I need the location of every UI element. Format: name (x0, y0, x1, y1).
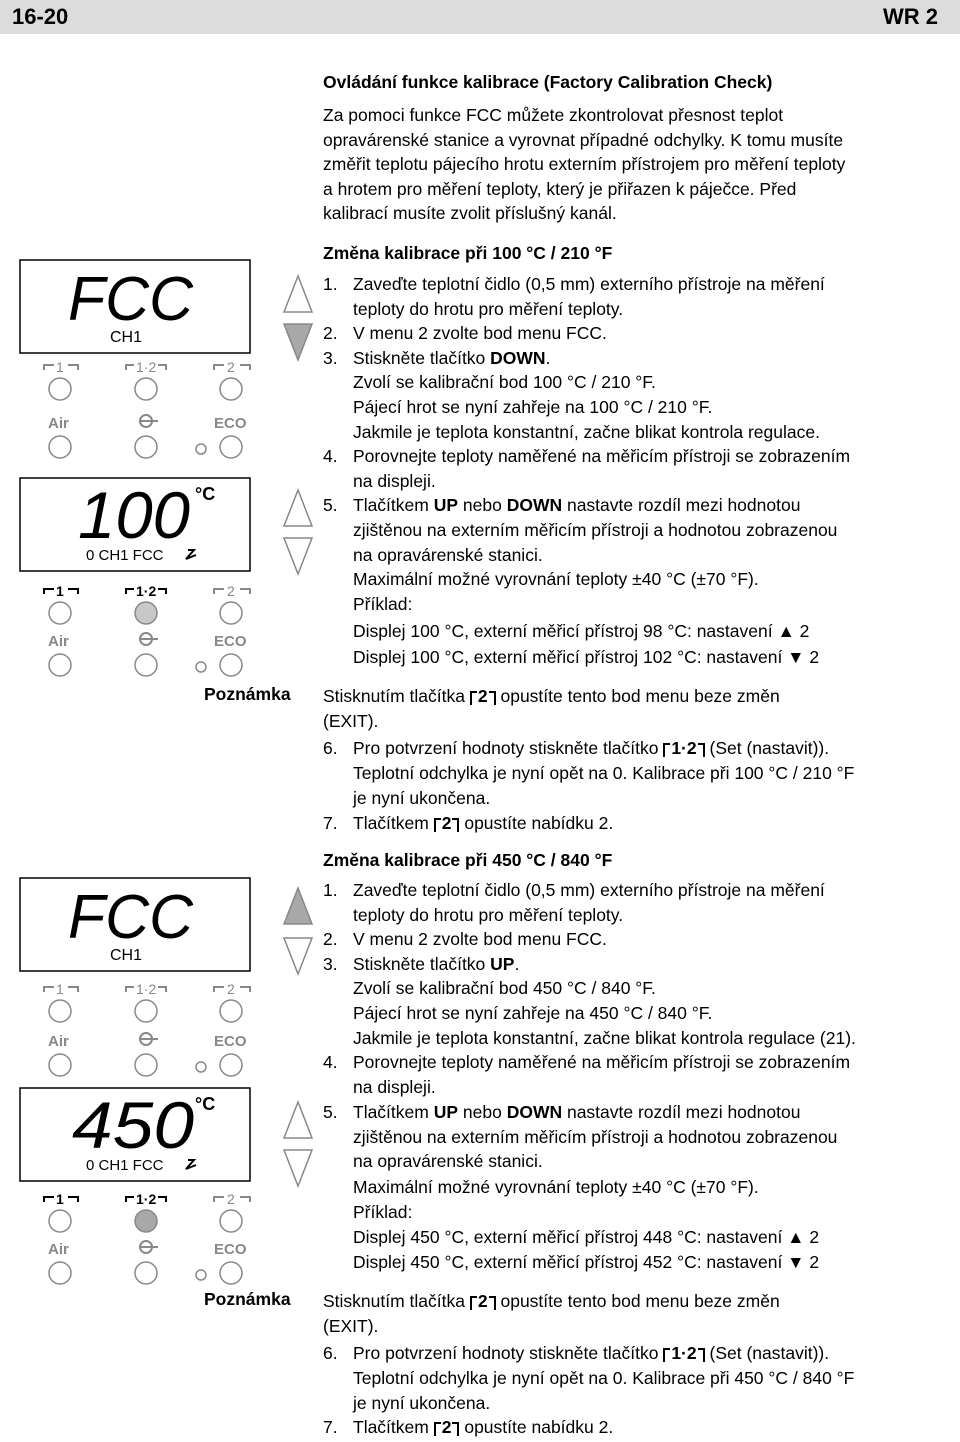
celsius-unit: °C (195, 484, 216, 504)
down-arrow-icon[interactable] (284, 324, 312, 360)
station-panel-fcc-100 (0, 250, 320, 465)
example-line: Displej 100 °C, externí měřicí přístroj 102 °C: nastavení ▼ 2 (353, 647, 820, 667)
svg-text:2: 2 (227, 1191, 235, 1207)
step-text: Tlačítkem 2 opustíte nabídku 2. (353, 1415, 613, 1440)
step-text: Pro potvrzení hodnoty stiskněte tlačítko 1·2 (Set (nastavit)). (353, 1341, 829, 1366)
step-text: V menu 2 zvolte bod menu FCC. (353, 929, 607, 950)
example-line: Displej 450 °C, externí měřicí přístroj 452 °C: nastavení ▼ 2 (353, 1252, 820, 1272)
button-2-key (220, 602, 242, 624)
down-arrow-icon[interactable] (284, 538, 312, 574)
step-number: 4. (323, 1052, 338, 1073)
step-text: zjištěnou na externím měřicím přístroji a hodnotou zobrazenou (353, 1126, 838, 1147)
svg-text:1·2: 1·2 (136, 583, 157, 599)
step-text: Porovnejte teploty naměřené na měřicím přístroji se zobrazením (353, 446, 851, 467)
step-text: je nyní ukončena. (353, 1392, 491, 1413)
step-text: Zvolí se kalibrační bod 450 °C / 840 °F. (353, 978, 656, 999)
up-arrow-icon[interactable] (284, 888, 312, 924)
air-icon: Air (48, 415, 69, 432)
plug-icon (140, 633, 158, 645)
step-text: Tlačítkem UP nebo DOWN nastavte rozdíl mezi hodnotou (353, 1102, 801, 1122)
button-1-key (49, 602, 71, 624)
step-text: Stiskněte tlačítko UP. (353, 953, 520, 974)
up-arrow-icon[interactable] (284, 1102, 312, 1138)
air-icon: Air (48, 1241, 69, 1258)
svg-text:2: 2 (227, 981, 235, 997)
page-number: 16-20 (12, 4, 69, 29)
step-text: Příklad: (353, 593, 413, 614)
button-12-label: 1·2 (665, 736, 702, 761)
button-12-key (135, 1000, 157, 1022)
section-title: Změna kalibrace při 100 °C / 210 °F (323, 243, 613, 263)
button-2[interactable] (214, 981, 250, 997)
step-number: 3. (323, 953, 338, 974)
key-name: DOWN (490, 347, 546, 368)
step-text: na opravárenské stanici. (353, 1151, 543, 1172)
button-2-key (220, 1210, 242, 1232)
step-text: V menu 2 zvolte bod menu FCC. (353, 323, 607, 344)
air-button[interactable] (49, 1054, 71, 1076)
step-text: je nyní ukončena. (353, 787, 491, 808)
up-arrow-icon[interactable] (284, 490, 312, 526)
intro-line: kalibrací musíte zvolit příslušný kanál. (323, 203, 617, 224)
eco-icon: ECO (214, 1033, 247, 1050)
button-1-key (49, 1210, 71, 1232)
eco-icon: ECO (214, 415, 247, 432)
air-icon: Air (48, 1033, 69, 1050)
button-2[interactable] (214, 583, 250, 599)
button-12[interactable] (126, 359, 166, 375)
eco-led (196, 1062, 206, 1072)
lcd-status-text: 0 CH1 FCC (86, 547, 164, 564)
button-1[interactable] (44, 981, 78, 997)
down-arrow-icon[interactable] (284, 938, 312, 974)
button-12[interactable] (126, 1191, 166, 1207)
button-1[interactable] (44, 1191, 78, 1207)
step-text: zjištěnou na externím měřicím přístroji a hodnotou zobrazenou (353, 520, 838, 540)
svg-text:1·2: 1·2 (136, 1191, 157, 1207)
vacuum-button[interactable] (135, 436, 157, 458)
button-12-key (135, 1210, 157, 1232)
step-text: Pájecí hrot se nyní zahřeje na 100 °C / 210 °F. (353, 397, 713, 417)
air-icon: Air (48, 633, 69, 650)
step-number: 6. (323, 738, 338, 758)
button-2-label: 2 (436, 811, 458, 836)
air-button[interactable] (49, 436, 71, 458)
lcd-temperature: 450 (72, 1088, 195, 1162)
station-panel-100c (0, 468, 320, 683)
eco-icon: ECO (214, 633, 247, 650)
plug-icon (140, 1033, 158, 1045)
station-panel-450c (0, 1082, 320, 1297)
example-line: Displej 450 °C, externí měřicí přístroj 448 °C: nastavení ▲ 2 (353, 1227, 820, 1247)
step-number: 4. (323, 446, 338, 467)
lcd-channel-text: CH1 (110, 329, 143, 346)
air-button[interactable] (49, 654, 71, 676)
svg-text:1: 1 (56, 981, 64, 997)
note-label: Poznámka (204, 684, 291, 704)
step-number: 5. (323, 1102, 338, 1122)
lcd-status-text: 0 CH1 FCC (86, 1157, 164, 1174)
note-text: (EXIT). (323, 1315, 379, 1336)
step-number: 5. (323, 495, 338, 516)
eco-button[interactable] (220, 654, 242, 676)
svg-text:1·2: 1·2 (136, 981, 157, 997)
step-text: Jakmile je teplota konstantní, začne blikat kontrola regulace (21). (353, 1027, 856, 1048)
step-text: teploty do hrotu pro měření teploty. (353, 298, 624, 319)
intro-title: Ovládání funkce kalibrace (Factory Calibration Check) (323, 72, 773, 92)
button-2-label: 2 (472, 684, 494, 709)
eco-led (196, 1270, 206, 1280)
step-text: Pájecí hrot se nyní zahřeje na 450 °C / 840 °F. (353, 1003, 713, 1023)
step-text: Porovnejte teploty naměřené na měřicím přístroji se zobrazením (353, 1052, 851, 1073)
button-2[interactable] (214, 359, 250, 375)
step-number: 2. (323, 323, 338, 344)
vacuum-button[interactable] (135, 1054, 157, 1076)
button-2[interactable] (214, 1191, 250, 1207)
vacuum-button[interactable] (135, 1262, 157, 1284)
note-label: Poznámka (204, 1289, 291, 1309)
step-number: 1. (323, 880, 338, 900)
step-text: Příklad: (353, 1201, 413, 1222)
svg-text:1·2: 1·2 (136, 359, 157, 375)
svg-text:1: 1 (56, 583, 64, 599)
step-number: 1. (323, 274, 338, 294)
button-12-key (135, 378, 157, 400)
button-1[interactable] (44, 583, 78, 599)
note-text: Stisknutím tlačítka 2 opustíte tento bod menu beze změn (323, 684, 780, 709)
button-2-key (220, 1000, 242, 1022)
down-arrow-icon[interactable] (284, 1150, 312, 1186)
lcd-main-text: FCC (68, 265, 195, 334)
step-number: 7. (323, 1417, 338, 1437)
intro-line: změřit teplotu pájecího hrotu externím přístrojem pro měření teploty (323, 154, 846, 175)
step-text: teploty do hrotu pro měření teploty. (353, 904, 624, 925)
step-text: Jakmile je teplota konstantní, začne blikat kontrola regulace. (353, 421, 820, 442)
svg-text:1: 1 (56, 1191, 64, 1207)
svg-text:1: 1 (56, 359, 64, 375)
eco-led (196, 444, 206, 454)
button-1-key (49, 378, 71, 400)
button-12[interactable] (126, 981, 166, 997)
eco-button[interactable] (220, 436, 242, 458)
lcd-channel-text: CH1 (110, 947, 143, 964)
step-text: Tlačítkem 2 opustíte nabídku 2. (353, 811, 613, 836)
up-arrow-icon[interactable] (284, 276, 312, 312)
button-1[interactable] (44, 359, 78, 375)
svg-text:2: 2 (227, 583, 235, 599)
button-1-key (49, 1000, 71, 1022)
note-text: Stisknutím tlačítka 2 opustíte tento bod menu beze změn (323, 1289, 780, 1314)
intro-line: Za pomoci funkce FCC můžete zkontrolovat přesnost teplot (323, 105, 784, 125)
button-12-key (135, 602, 157, 624)
intro-line: a hrotem pro měření teploty, který je přiřazen k páječce. Před (323, 178, 797, 199)
plug-icon (140, 415, 158, 427)
lcd-main-text: FCC (68, 883, 195, 952)
step-text: Tlačítkem UP nebo DOWN nastavte rozdíl mezi hodnotou (353, 495, 801, 516)
step-number: 3. (323, 347, 338, 368)
step-number: 6. (323, 1343, 338, 1363)
eco-led (196, 662, 206, 672)
page-header (0, 0, 960, 34)
step-text: na opravárenské stanici. (353, 544, 543, 565)
step-text: Maximální možné vyrovnání teploty ±40 °C (±70 °F). (353, 1177, 759, 1197)
step-number: 2. (323, 929, 338, 950)
button-12[interactable] (126, 583, 166, 599)
eco-button[interactable] (220, 1262, 242, 1284)
step-text: Zaveďte teplotní čidlo (0,5 mm) externího přístroje na měření (353, 274, 825, 294)
note-text: (EXIT). (323, 710, 379, 731)
intro-line: opravárenské stanice a vyrovnat případné odchylky. K tomu musíte (323, 129, 844, 150)
step-text: Maximální možné vyrovnání teploty ±40 °C (±70 °F). (353, 569, 759, 590)
svg-text:2: 2 (227, 359, 235, 375)
air-button[interactable] (49, 1262, 71, 1284)
example-line: Displej 100 °C, externí měřicí přístroj 98 °C: nastavení ▲ 2 (353, 621, 810, 641)
vacuum-button[interactable] (135, 654, 157, 676)
step-text: na displeji. (353, 1076, 436, 1097)
step-text: Stiskněte tlačítko DOWN. (353, 347, 551, 368)
section-title: Změna kalibrace při 450 °C / 840 °F (323, 850, 613, 870)
lcd-temperature: 100 (78, 478, 191, 552)
eco-button[interactable] (220, 1054, 242, 1076)
step-text: Teplotní odchylka je nyní opět na 0. Kalibrace při 450 °C / 840 °F (353, 1368, 855, 1388)
step-text: Teplotní odchylka je nyní opět na 0. Kalibrace při 100 °C / 210 °F (353, 763, 855, 783)
step-number: 7. (323, 813, 338, 833)
step-text: Zvolí se kalibrační bod 100 °C / 210 °F. (353, 372, 656, 393)
manual-title: WR 2 (883, 4, 938, 29)
button-2-key (220, 378, 242, 400)
plug-icon (140, 1241, 158, 1253)
step-text: Zaveďte teplotní čidlo (0,5 mm) externího přístroje na měření (353, 880, 825, 900)
eco-icon: ECO (214, 1241, 247, 1258)
station-panel-fcc-450 (0, 868, 320, 1083)
step-text: na displeji. (353, 470, 436, 491)
step-text: Pro potvrzení hodnoty stiskněte tlačítko 1·2 (Set (nastavit)). (353, 736, 829, 761)
celsius-unit: °C (195, 1094, 216, 1114)
